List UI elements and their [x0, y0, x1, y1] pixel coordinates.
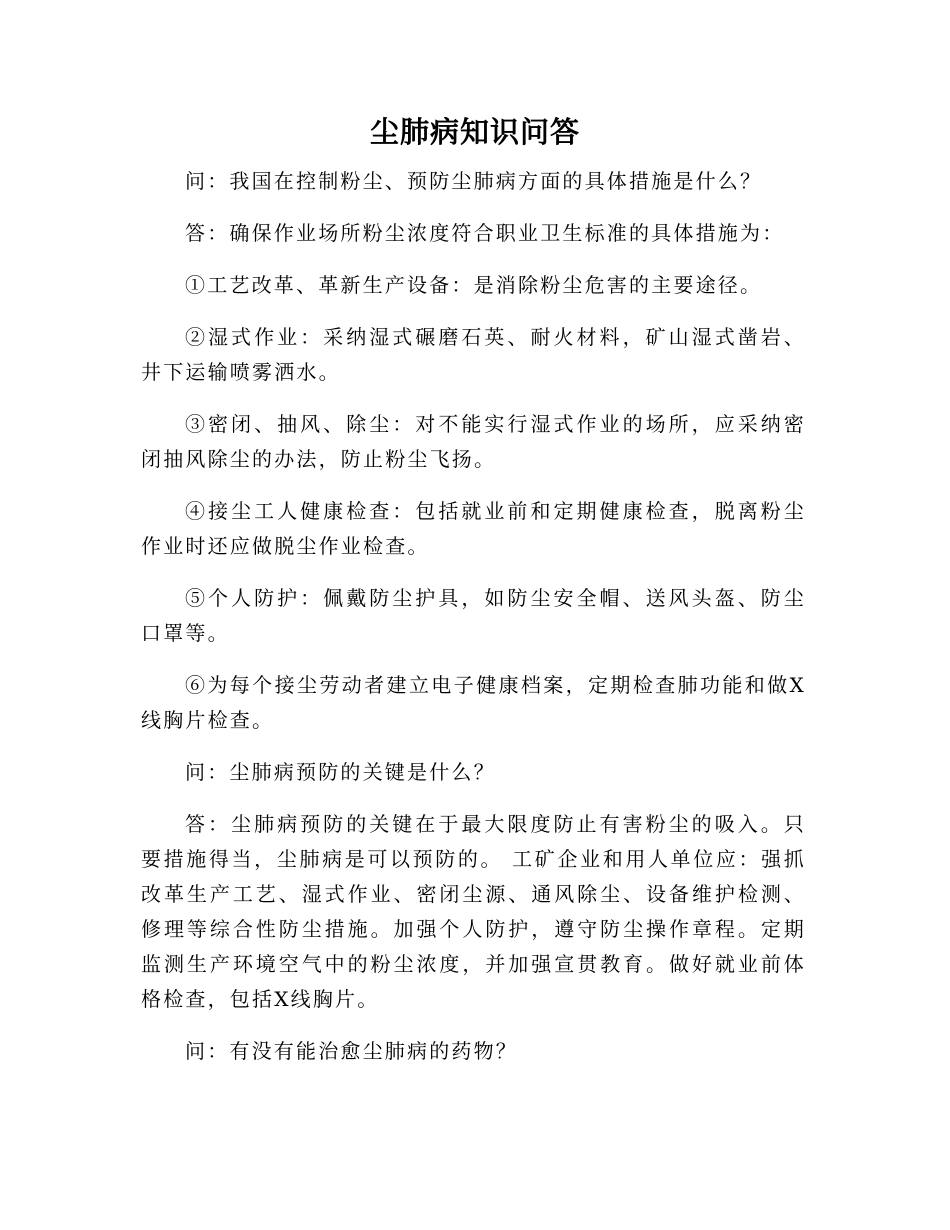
document-title: 尘肺病知识问答	[369, 115, 580, 149]
answer-2: 答：尘肺病预防的关键在于最大限度防止有害粉尘的吸入。只要措施得当，尘肺病是可以预防的。 工矿企业和用人单位应：强抓改革生产工艺、湿式作业、密闭尘源、通风除尘、设备维护检测、修理等综合性防尘措施。加强个人防护，遵守防尘操作章程。定期监测生产环境空气中的粉尘浓度，并加强宣贯教育。做好就业前体格检查，包括X线胸片。	[141, 812, 806, 1011]
answer-1-intro: 答：确保作业场所粉尘浓度符合职业卫生标准的具体措施为：	[185, 221, 785, 245]
question-2: 问：尘肺病预防的关键是什么？	[185, 760, 496, 784]
document-body	[141, 164, 806, 1086]
measure-item-3: ③密闭、抽风、除尘：对不能实行湿式作业的场所，应采纳密闭抽风除尘的办法，防止粉尘飞扬。	[141, 412, 806, 471]
measure-item-2: ②湿式作业：采纳湿式碾磨石英、耐火材料，矿山湿式凿岩、井下运输喷雾洒水。	[141, 325, 806, 384]
measure-item-5: ⑤个人防护：佩戴防尘护具，如防尘安全帽、送风头盔、防尘口罩等。	[141, 586, 806, 645]
question-3: 问：有没有能治愈尘肺病的药物？	[185, 1039, 518, 1063]
question-1: 问：我国在控制粉尘、预防尘肺病方面的具体措施是什么？	[185, 169, 763, 193]
measure-item-6: ⑥为每个接尘劳动者建立电子健康档案，定期检查肺功能和做X线胸片检查。	[141, 673, 806, 732]
measure-item-1: ①工艺改革、革新生产设备：是消除粉尘危害的主要途径。	[185, 273, 763, 297]
measure-item-4: ④接尘工人健康检查：包括就业前和定期健康检查，脱离粉尘作业时还应做脱尘作业检查。	[141, 499, 806, 558]
